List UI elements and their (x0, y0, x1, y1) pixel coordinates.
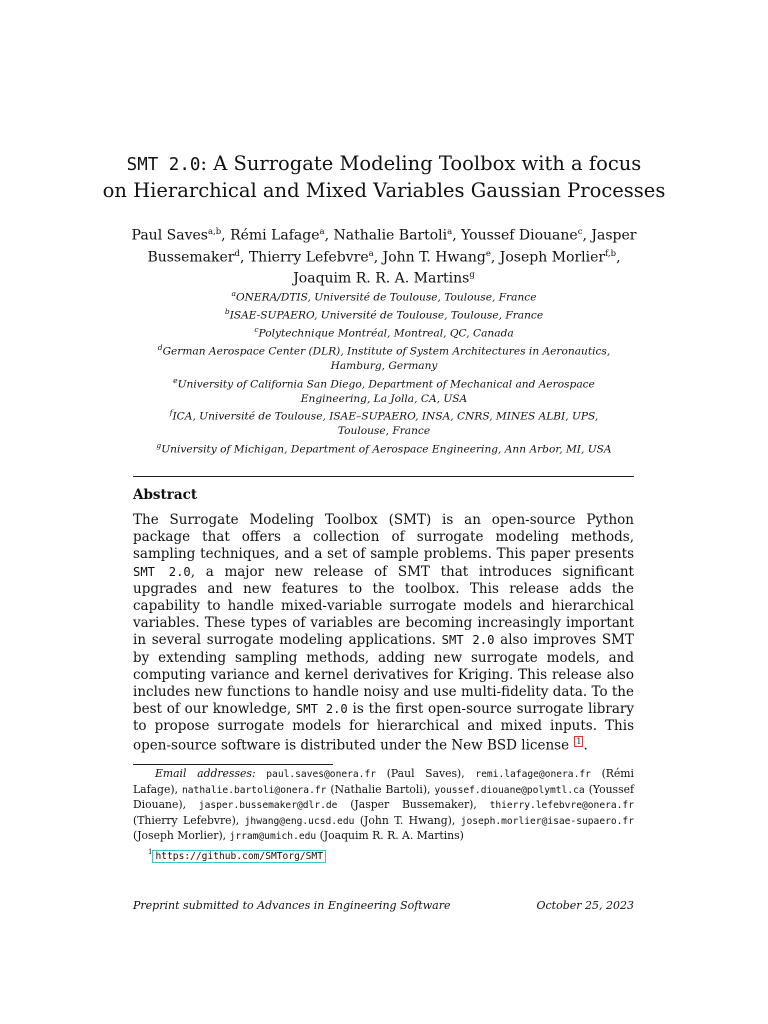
author-affiliation-mark: c (577, 227, 583, 237)
author-separator: , (324, 227, 334, 244)
email-owner: (Joseph Morlier) (133, 829, 223, 843)
affiliation-text: ONERA/DTIS, Université de Toulouse, Toulouse, France (235, 291, 537, 304)
author-name: John T. Hwang (382, 249, 486, 266)
author-affiliation-mark: f,b (605, 248, 617, 259)
email-separator: , (174, 782, 182, 796)
email-address-link[interactable]: remi.lafage@onera.fr (475, 769, 591, 780)
author-name: Youssef Diouane (461, 227, 578, 244)
author-separator: , (221, 227, 231, 244)
affiliation-line (128, 341, 640, 359)
email-address-link[interactable]: youssef.diouane@polymtl.ca (434, 784, 585, 796)
affiliation-text: ISAE-SUPAERO, Université de Toulouse, Toulouse, France (229, 309, 544, 322)
affiliation-mark: a (231, 289, 236, 298)
preprint-note: Preprint submitted to Advances in Engineering Software (133, 899, 451, 912)
title-code: SMT 2.0 (126, 155, 201, 175)
email-address-link[interactable]: nathalie.bartoli@onera.fr (182, 784, 327, 796)
author-affiliation-mark: e (485, 248, 491, 259)
email-owner: (John T. Hwang) (359, 813, 452, 827)
affiliation-text: Polytechnique Montréal, Montreal, QC, Canada (258, 327, 514, 340)
affiliation-text: ICA, Université de Toulouse, ISAE–SUPAERO, INSA, CNRS, MINES ALBI, UPS, (172, 410, 599, 423)
author-name: Nathalie Bartoli (333, 227, 448, 244)
email-owner: (Jasper Bussemaker) (350, 798, 474, 812)
header-divider (133, 476, 634, 477)
email-address-link[interactable]: thierry.lefebvre@onera.fr (489, 800, 634, 812)
footnotes (133, 767, 634, 864)
paper-title (100, 151, 668, 204)
email-separator: , (222, 829, 230, 843)
abstract-text-2: , a major new release of SMT that introduces significant upgrades and new features to the toolbox. This release adds the capability to handle mixed-variable surrogate models and hierarchical variables. These types of variables are becoming increasingly important in several surrogate modeling applications. (133, 563, 634, 649)
affiliation-mark: c (254, 325, 259, 335)
abstract-heading: Abstract (133, 487, 198, 503)
affiliation-line (128, 359, 640, 374)
author-separator: , (239, 249, 249, 266)
author-affiliation-mark: a (368, 248, 374, 259)
affiliation-list (128, 287, 640, 457)
abstract-text-1: The Surrogate Modeling Toolbox (SMT) is an open-source Python package that offers a collection of surrogate modeling methods, sampling techniques, and a set of sample problems. This paper presents (133, 512, 634, 563)
abstract-text-4: is the first open-source surrogate library to propose surrogate models for hierarchical and mixed inputs. This open-source software is distributed under the New BSD license (133, 701, 634, 754)
affiliation-line (128, 305, 640, 323)
author-name: Joaquim R. R. A. Martins (293, 270, 470, 287)
footer-date: October 25, 2023 (536, 899, 634, 912)
footnote-ref-link[interactable]: 1 (576, 736, 582, 746)
title-line-1-text: : A Surrogate Modeling Toolbox with a focus (200, 152, 642, 175)
author-affiliation-mark: g (469, 270, 475, 281)
email-separator: , (427, 782, 435, 796)
email-separator: , (235, 813, 245, 827)
affiliation-mark: e (173, 375, 178, 385)
affiliation-text: University of California San Diego, Department of Mechanical and Aerospace (177, 378, 595, 391)
affiliation-line (128, 424, 640, 439)
author-name: Thierry Lefebvre (248, 249, 369, 266)
affiliation-text: University of Michigan, Department of Aerospace Engineering, Ann Arbor, MI, USA (161, 443, 612, 456)
affiliation-line (128, 323, 640, 341)
email-owner: (Joaquim R. R. A. Martins) (319, 829, 464, 843)
author-affiliation-mark: a (319, 227, 325, 237)
abstract-code-2: SMT 2.0 (441, 633, 495, 648)
title-line-2: on Hierarchical and Mixed Variables Gaussian Processes (102, 179, 666, 202)
affiliation-mark: d (157, 343, 163, 353)
email-owner: (Thierry Lefebvre) (133, 813, 236, 827)
email-address-link[interactable]: jhwang@eng.ucsd.edu (244, 815, 355, 827)
email-address-link[interactable]: jrram@umich.edu (229, 831, 317, 843)
email-separator: , (451, 813, 461, 827)
abstract-code-1: SMT 2.0 (133, 564, 191, 579)
affiliation-line (128, 287, 640, 305)
author-name: Jasper Bussemaker (147, 227, 637, 266)
author-affiliation-mark: a,b (207, 227, 222, 237)
affiliation-line (128, 406, 640, 424)
affiliation-mark: b (224, 307, 230, 317)
affiliation-line (128, 374, 640, 392)
author-list (120, 223, 648, 288)
email-separator: , (473, 798, 490, 812)
author-separator: , (616, 249, 621, 266)
abstract-code-3: SMT 2.0 (295, 702, 348, 717)
title-line-1 (100, 151, 668, 178)
affiliation-line (128, 439, 640, 457)
affiliation-text: Hamburg, Germany (330, 360, 438, 373)
email-address-link[interactable]: jasper.bussemaker@dlr.de (198, 800, 338, 812)
author-affiliation-mark: d (234, 248, 240, 259)
abstract-text-3: also improves SMT by extending sampling methods, adding new surrogate models, and computing variance and kernel derivatives for Kriging. This release also includes new functions to handle noisy and use multi-fidelity data. To the best of our knowledge, (133, 632, 634, 718)
author-name: Paul Saves (131, 227, 208, 244)
email-separator: , (182, 798, 199, 812)
footnote-1 (133, 845, 634, 864)
affiliation-text: German Aerospace Center (DLR), Institute of System Architectures in Aeronautics, (162, 345, 611, 358)
email-owner: (Youssef Diouane) (133, 782, 635, 812)
email-label: Email addresses: (155, 767, 256, 780)
affiliation-text: Engineering, La Jolla, CA, USA (300, 392, 468, 405)
author-affiliation-mark: a (447, 227, 453, 237)
affiliation-line (128, 392, 640, 407)
affiliation-text: Toulouse, France (337, 425, 431, 438)
footnote-divider (133, 764, 333, 765)
email-address-link[interactable]: joseph.morlier@isae-supaero.fr (460, 815, 634, 827)
author-separator: , (373, 249, 383, 266)
author-separator: , (582, 227, 592, 244)
affiliation-mark: g (156, 440, 162, 450)
author-separator: , (490, 249, 500, 266)
affiliation-mark: f (169, 408, 173, 418)
author-name: Joseph Morlier (499, 249, 606, 266)
footnote-1-mark: 1 (148, 847, 153, 856)
abstract-body (133, 512, 634, 754)
author-name: Rémi Lafage (230, 227, 320, 244)
email-footnote (133, 767, 634, 845)
author-separator: , (452, 227, 462, 244)
email-owner: (Paul Saves) (386, 767, 462, 780)
email-separator: , (461, 767, 476, 780)
github-url-link[interactable]: https://github.com/SMTorg/SMT (152, 850, 326, 863)
abstract-end: . (583, 737, 588, 754)
email-address-link[interactable]: paul.saves@onera.fr (266, 769, 377, 780)
email-owner: (Nathalie Bartoli) (330, 782, 428, 796)
email-owner: (Rémi Lafage) (133, 767, 635, 796)
